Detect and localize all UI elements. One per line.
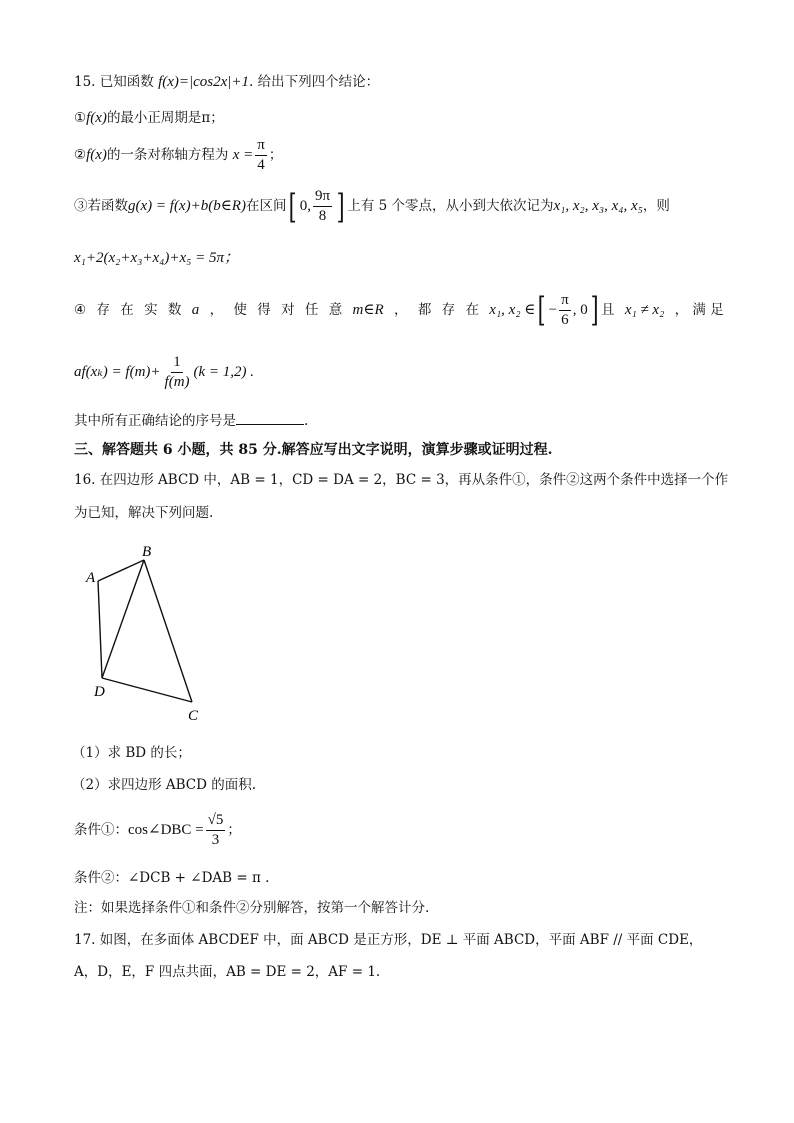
fraction-denominator: f(m) (164, 374, 190, 390)
q15-statement-3-equation (74, 248, 239, 268)
spaced-char: 意 (328, 302, 343, 318)
q15-intro: 15. 已知函数 (74, 74, 154, 90)
vertex-label-d: D (94, 684, 105, 700)
interval-group (489, 290, 614, 330)
spaced-char: a (191, 302, 200, 318)
math-expression: x = (232, 147, 254, 163)
math-expression: f(x) (86, 147, 107, 163)
spaced-char: 实 (144, 302, 158, 318)
statement-text: 的一条对称轴方程为 (106, 147, 229, 163)
right-bracket: ] (590, 290, 599, 330)
math-expression: x₁ ≠ x₂ (624, 302, 665, 318)
fraction-numerator: √5 (206, 813, 226, 831)
spaced-char: m∈R (352, 302, 384, 318)
statement-text: 在区间 (245, 198, 287, 214)
statement-marker: ② (74, 147, 87, 163)
right-bracket: ] (336, 186, 345, 227)
math-expression: af(xₖ) = f(m)+ (74, 364, 161, 380)
fraction (559, 293, 571, 328)
statement-text: 的最小正周期是π； (106, 110, 224, 126)
vertex-label-b: B (142, 544, 152, 560)
q15-statement-2 (74, 138, 282, 173)
fraction (163, 355, 192, 390)
q15-intro-tail: . 给出下列四个结论： (249, 74, 380, 90)
spaced-char: 都 (417, 302, 432, 318)
statement-text: 上有 5 个零点，从小到大依次记为 (347, 198, 554, 214)
condition-label: 条件①： (74, 822, 128, 838)
fraction-denominator: 3 (211, 832, 220, 848)
math-expression: (k = 1,2) . (193, 364, 255, 380)
math-expression: x₁+2(x₂+x₃+x₄)+x₅ = 5π； (74, 250, 239, 266)
left-bracket: [ (538, 290, 547, 330)
fraction-numerator: 9π (313, 189, 332, 207)
statement-text: ， 满 足 (674, 302, 724, 318)
edge-bc (144, 560, 192, 702)
fraction-denominator: 6 (561, 311, 569, 328)
math-expression: f(x) (86, 110, 107, 126)
q15-statement-1 (74, 108, 224, 128)
spaced-char: ④ (74, 302, 87, 318)
fraction-denominator: 4 (257, 157, 265, 173)
spaced-char: 任 (304, 302, 319, 318)
q17-line-2: A，D，E，F 四点共面，AB = DE = 2，AF = 1. (74, 964, 381, 980)
statement-text: ； (268, 147, 283, 163)
math-expression: x₁, x₂ ∈ (489, 302, 536, 318)
fraction-numerator: π (255, 138, 267, 156)
q16-part-2: （2）求四边形 ABCD 的面积. (72, 777, 257, 793)
statement-text: ； (227, 822, 241, 838)
spaced-char: 数 (167, 302, 182, 318)
q16-line-1: 16. 在四边形 ABCD 中，AB = 1，CD = DA = 2，BC = 3，再从条件①，条件②这两个条件中选择一个作 (74, 472, 729, 488)
q15-statement-3 (74, 186, 670, 226)
statement-text: 且 (600, 302, 615, 318)
math-expression: x₁, x₂, x₃, x₄, x₅ (553, 198, 643, 214)
q16-condition-2: 条件②：∠DCB + ∠DAB = π . (74, 870, 270, 886)
vertex-label-a: A (86, 570, 96, 586)
fraction-numerator: 1 (171, 355, 183, 373)
edge-cd (102, 678, 192, 702)
spaced-char: 对 (281, 302, 295, 318)
quadrilateral-figure (80, 540, 220, 725)
figure-lines (98, 560, 192, 702)
section-heading: 三、解答题共 6 小题，共 85 分.解答应写出文字说明，演算步骤或证明过程. (74, 442, 553, 458)
spaced-char: 在 (465, 302, 479, 318)
fraction (206, 813, 226, 848)
vertex-label-c: C (188, 708, 199, 724)
fraction (255, 138, 267, 173)
fraction-numerator: π (559, 293, 571, 311)
answer-tail: . (304, 413, 309, 429)
statement-marker: ① (74, 110, 87, 126)
spaced-char: 得 (257, 302, 271, 318)
spaced-char: ， (393, 302, 408, 318)
math-expression: cos∠DBC = (128, 822, 204, 838)
answer-blank[interactable] (236, 410, 304, 425)
edge-da (98, 581, 102, 678)
spaced-char: 存 (96, 302, 110, 318)
math-expression: g(x) = f(x)+b(b∈R) (128, 198, 246, 214)
q15-statement-4-equation (74, 352, 254, 392)
q16-condition-1 (74, 808, 241, 852)
answer-prompt: 其中所有正确结论的序号是 (74, 413, 236, 429)
spaced-char: ， (209, 302, 224, 318)
q15-function: f(x)=|cos2x|+1 (158, 74, 250, 90)
fraction-denominator: 8 (318, 208, 327, 224)
diagonal-bd (102, 560, 144, 678)
q16-note: 注：如果选择条件①和条件②分别解答，按第一个解答计分. (74, 900, 430, 916)
statement-text: ，则 (642, 198, 670, 214)
spaced-char: 使 (233, 302, 247, 318)
q15-intro-line (74, 72, 379, 92)
spaced-char: 存 (441, 302, 456, 318)
fraction (313, 189, 332, 224)
math-expression: 0, (299, 198, 311, 214)
left-bracket: [ (289, 186, 298, 227)
statement-text: ③若函数 (74, 198, 128, 214)
q16-part-1: （1）求 BD 的长； (72, 745, 191, 761)
minus-sign: − (548, 302, 558, 318)
q17-line-1: 17. 如图，在多面体 ABCDEF 中，面 ABCD 是正方形，DE ⊥ 平面 ABCD，平面 ABF // 平面 CDE， (74, 932, 703, 948)
spaced-char: 在 (120, 302, 134, 318)
q15-statement-4 (74, 290, 724, 330)
math-expression: , 0 (572, 302, 588, 318)
q16-line-2: 为已知，解决下列问题. (74, 505, 214, 521)
q15-answer-line (74, 410, 308, 431)
